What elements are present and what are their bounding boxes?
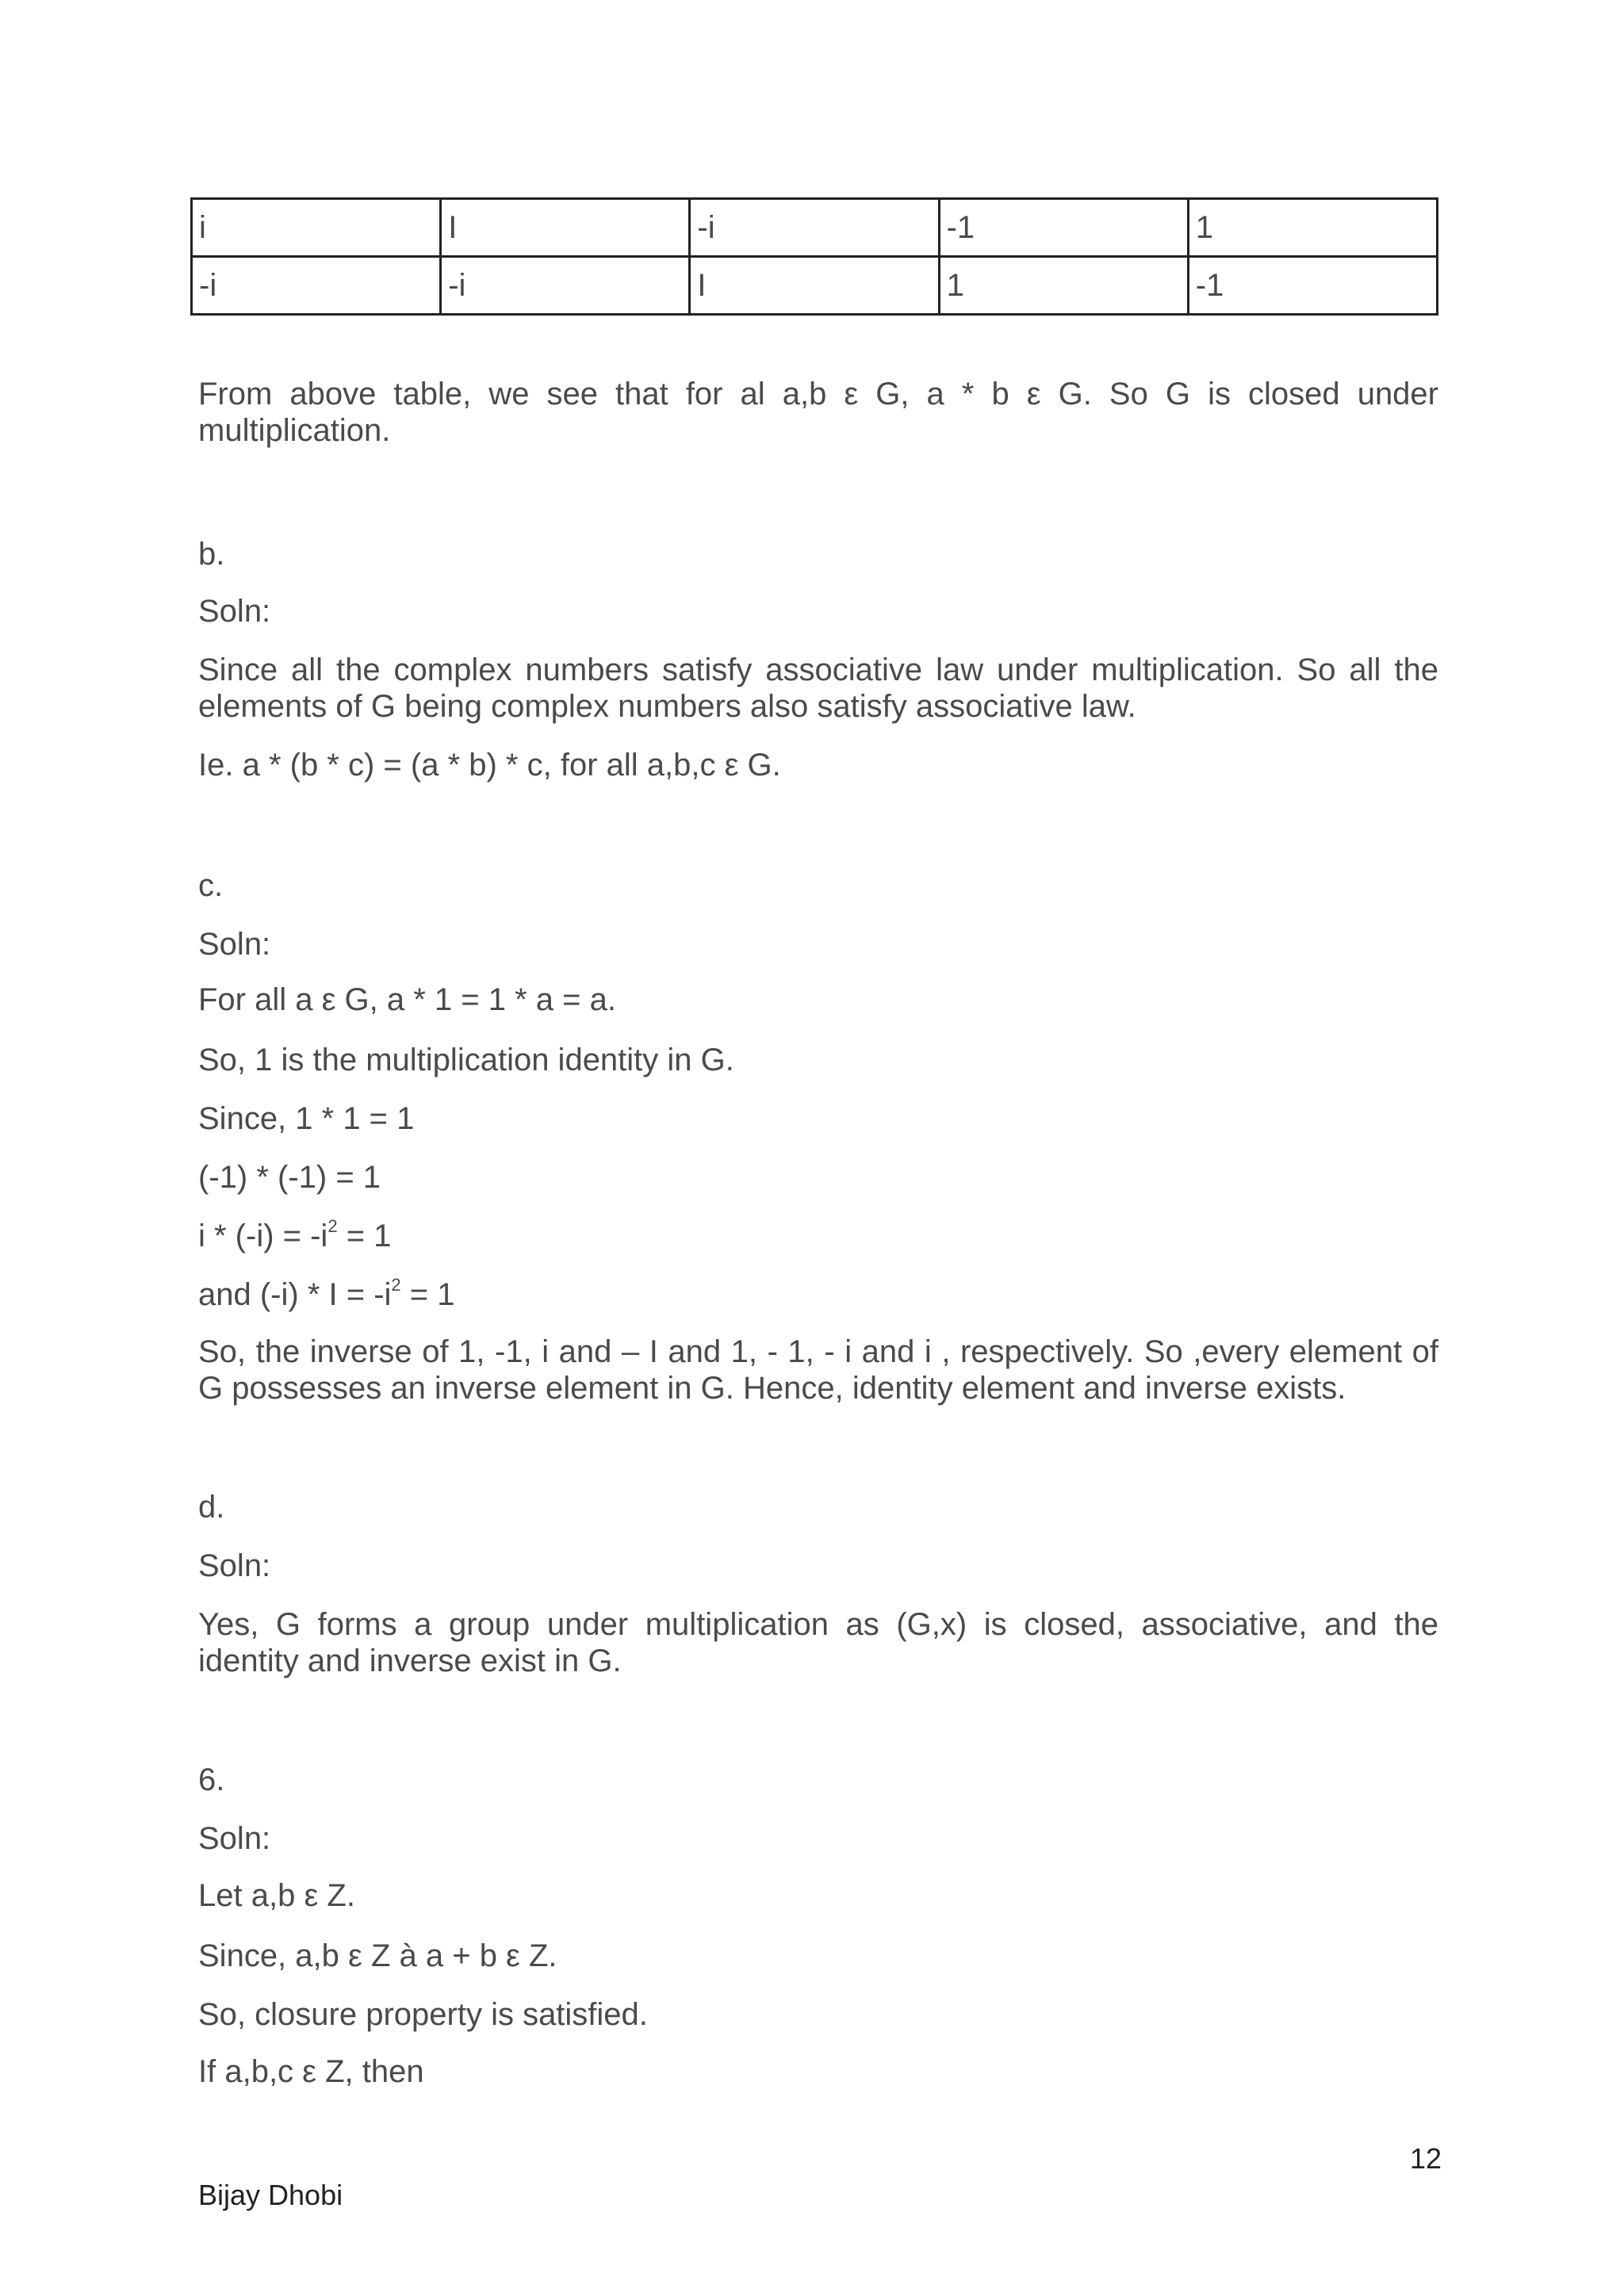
part-d-soln: Soln:	[198, 1548, 271, 1583]
superscript: 2	[327, 1215, 338, 1236]
table-cell: -i	[441, 257, 690, 315]
table-cell: -i	[690, 199, 939, 257]
question-6-line: Since, a,b ε Z à a + b ε Z.	[198, 1938, 557, 1973]
part-c-text: = 1	[400, 1277, 455, 1312]
table-cell: -1	[1188, 257, 1437, 315]
part-c-line	[198, 1276, 1438, 1313]
author-name: Bijay Dhobi	[198, 2179, 343, 2211]
part-c-label: c.	[198, 868, 224, 903]
part-b-soln: Soln:	[198, 594, 271, 629]
table-row	[192, 257, 1438, 315]
part-d-paragraph: Yes, G forms a group under multiplication as (G,x) is closed, associative, and the identity and inverse exist in G.	[198, 1607, 1438, 1678]
table-cell: -i	[192, 257, 441, 315]
question-6-line: If a,b,c ε Z, then	[198, 2054, 424, 2089]
part-b-equation: Ie. a * (b * c) = (a * b) * c, for all a,b,c ε G.	[198, 748, 781, 783]
table-cell: i	[192, 199, 441, 257]
page-number: 12	[1410, 2142, 1442, 2175]
part-c-line: (-1) * (-1) = 1	[198, 1160, 381, 1195]
question-6-line: So, closure property is satisfied.	[198, 1997, 648, 2032]
superscript: 2	[391, 1274, 401, 1295]
closure-paragraph: From above table, we see that for al a,b ε G, a * b ε G. So G is closed under multiplication.	[198, 377, 1438, 448]
question-6-line: Let a,b ε Z.	[198, 1878, 355, 1913]
table-cell: -1	[939, 199, 1188, 257]
part-b-paragraph: Since all the complex numbers satisfy associative law under multiplication. So all the elements of G being complex numbers also satisfy associative law.	[198, 652, 1438, 724]
question-6-label: 6.	[198, 1762, 225, 1797]
part-c-text: and (-i) * I = -i	[198, 1277, 392, 1312]
part-c-line: For all a ε G, a * 1 = 1 * a = a.	[198, 982, 616, 1017]
part-c-line: So, 1 is the multiplication identity in G.	[198, 1043, 734, 1077]
part-d-label: d.	[198, 1490, 225, 1525]
part-c-line	[198, 1215, 1438, 1254]
multiplication-table	[190, 197, 1438, 316]
table-cell: 1	[939, 257, 1188, 315]
table-cell: I	[690, 257, 939, 315]
question-6-soln: Soln:	[198, 1821, 271, 1856]
table-row	[192, 199, 1438, 257]
table-cell: I	[441, 199, 690, 257]
part-c-text: = 1	[337, 1219, 392, 1253]
part-c-paragraph: So, the inverse of 1, -1, i and – I and 1, - 1, - i and i , respectively. So ,every element of G possesses an inverse element in G. Hence, identity element and inverse exists.	[198, 1334, 1438, 1406]
part-b-label: b.	[198, 537, 225, 572]
part-c-line: Since, 1 * 1 = 1	[198, 1101, 415, 1136]
table-cell: 1	[1188, 199, 1437, 257]
part-c-soln: Soln:	[198, 927, 271, 962]
part-c-text: i * (-i) = -i	[198, 1219, 328, 1253]
